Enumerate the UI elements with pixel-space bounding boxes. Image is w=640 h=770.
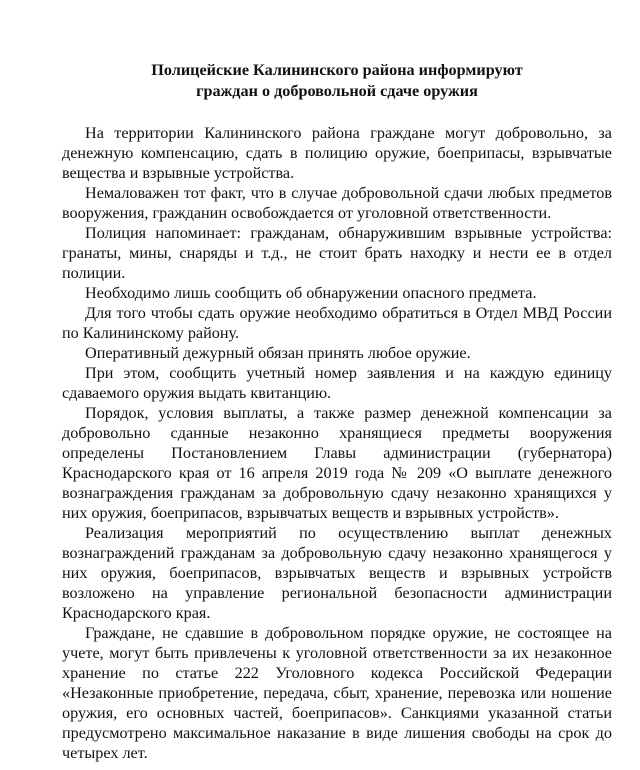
title-line-1: Полицейские Калининского района информируют	[151, 61, 523, 79]
paragraph: Граждане, не сдавшие в добровольном порядке оружие, не состоящее на учете, могут быть привлечены к уголовной ответственности за их незаконное хранение по статье 222 Уголовного кодекса Российской Федерации «Незаконные приобретение, передача, сбыт, хранение, перевозка или ношение оружия, его основных частей, боеприпасов». Санкциями указанной статьи предусмотрено максимальное наказание в виде лишения свободы на срок до четырех лет.	[62, 624, 612, 762]
title-line-2: граждан о добровольной сдаче оружия	[196, 82, 478, 100]
paragraph: Порядок, условия выплаты, а также размер денежной компенсации за добровольно сданные незаконно хранящиеся предметы вооружения определены Постановлением Главы администрации (губернатора) Краснодарского края от 16 апреля 2019 года № 209 «О выплате денежного вознаграждения гражданам за добровольную сдачу незаконно хранящихся у них оружия, боеприпасов, взрывчатых веществ и взрывных устройств».	[62, 404, 612, 522]
paragraph: Немаловажен тот факт, что в случае добровольной сдачи любых предметов вооружения, гражданин освобождается от уголовной ответственности.	[62, 184, 612, 222]
paragraph: При этом, сообщить учетный номер заявления и на каждую единицу сдаваемого оружия выдать квитанцию.	[62, 364, 612, 402]
paragraph: Для того чтобы сдать оружие необходимо обратиться в Отдел МВД России по Калининскому району.	[62, 304, 612, 342]
paragraph: Реализация мероприятий по осуществлению выплат денежных вознаграждений гражданам за добровольную сдачу незаконно хранящегося у них оружия, боеприпасов, взрывчатых веществ и взрывных устройств возложено на управление региональной безопасности администрации Краснодарского края.	[62, 524, 612, 622]
paragraph: Полиция напоминает: гражданам, обнаружившим взрывные устройства: гранаты, мины, снаряды и т.д., не стоит брать находку и нести ее в отдел полиции.	[62, 224, 612, 282]
paragraph: Необходимо лишь сообщить об обнаружении опасного предмета.	[85, 284, 537, 302]
paragraph: Оперативный дежурный обязан принять любое оружие.	[85, 344, 471, 362]
document-title	[62, 60, 612, 102]
paragraph: На территории Калининского района граждане могут добровольно, за денежную компенсацию, сдать в полицию оружие, боеприпасы, взрывчатые вещества и взрывные устройства.	[62, 124, 612, 182]
